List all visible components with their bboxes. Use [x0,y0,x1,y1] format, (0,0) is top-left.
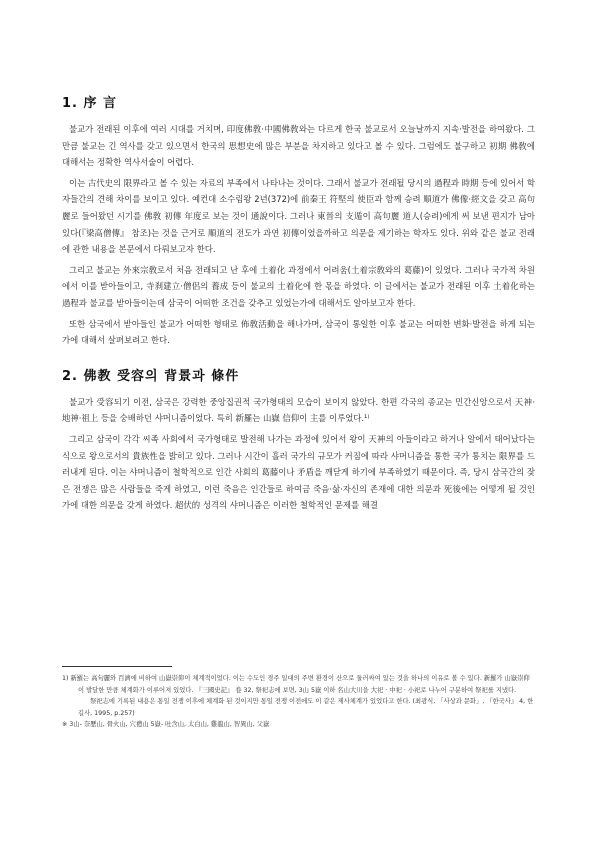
paragraph: 이는 古代史의 限界라고 볼 수 있는 자료의 부족에서 나타나는 것이다. 그래서 불교가 전래될 당시의 過程과 時期 등에 있어서 학자들간의 견해 차이를 보이고 있다. 예컨대 소수림왕 2년(372)에 前秦王 符堅의 使臣과 함께 승려 順道가 佛像·經文을 갖고 高句麗로 들어왔던 시기를 佛敎 初傳 年度로 보는 것이 通說이다. 그러나 東晉의 支遁이 高句麗 道人(승려)에게 써 보낸 편지가 남아 있다(『梁高僧傳』 참조)는 것을 근거로 順道의 전도가 과연 初傳이었을까하고 의문을 제기하는 학자도 있다. 위와 같은 불교 전래에 관한 내용을 본문에서 다뤄보고자 한다. [62,177,535,255]
section-heading-background: 2. 佛教 受容의 背景과 條件 [62,368,240,384]
paragraph: 또한 삼국에서 받아들인 불교가 어떠한 형태로 佈敎活動을 해나가며, 삼국이 통일한 이후 불교는 어떠한 변화·발전을 하게 되는가에 대해서 살펴보려고 한다. [62,318,535,346]
footnote-note: ※ 3山- 奈歷山, 骨火山, 穴禮山 5嶽- 吐含山, 太白山, 雞龍山, 智異山, 父嶽 [62,721,270,729]
paragraph: 그리고 불교는 外來宗敎로서 처음 전래되고 난 후에 土着化 과정에서 어려움(土着宗敎와의 葛藤)이 있었다. 그러나 국가적 차원에서 이를 받아들이고, 寺刹建立·僧侶의 養成 등이 불교의 土着化에 한 몫을 하였다. 이 글에서는 불교가 전래된 이후 土着化하는 過程과 불교를 받아들이는데 삼국이 어떠한 조건을 갖추고 있었는가에 대해서도 알아보고자 한다. [62,264,535,308]
paragraph: 그리고 삼국이 각각 씨족 사회에서 국가형태로 발전해 나가는 과정에 있어서 왕이 天神의 아들이라고 하거나 알에서 태어났다는 식으로 왕으로서의 貴族性을 밝히고 있다. 그러나 시간이 흘러 국가의 규모가 커짐에 따라 샤머니즘을 통한 국가 통치는 限界를 드러내게 된다. 이는 샤머니즘이 철학적으로 인간 사회의 葛藤이나 矛盾을 깨닫게 하기에 부족하였기 때문이다. 즉, 당시 삼국간의 잦은 전쟁은 많은 사람들을 죽게 하였고, 이런 죽음은 인간들로 하여금 죽음·삶·자신의 존재에 대한 의문과 死後에는 어떻게 될 것인가에 대한 의문을 갖게 하였다. 超伏的 성격의 샤머니즘은 이러한 철학적인 문제를 해결 [62,433,535,511]
footnote-1-continued: 祭祀志에 기록된 내용은 통일 전쟁 이후에 체계화 된 것이지만 통일 전쟁 이전에도 이 같은 제사체계가 있었다고 한다. (최광식, 「사상과 문화」, 『한국사』 4, 한길사, 1995, p.257) [78,698,534,717]
section-heading-introduction: 1. 序 言 [62,96,118,111]
main-content [62,86,535,518]
paragraph: 불교가 전래된 이후에 여러 시대를 거치며, 印度佛敎·中國佛敎와는 다르게 한국 불교로서 오늘날까지 지속·발전을 하여왔다. 그 만큼 불교는 긴 역사를 갖고 있으면서 한국의 思想史에 많은 부분을 차지하고 있다고 볼 수 있다. 그럼에도 불구하고 初期 佛敎에 대해서는 정확한 역사서술이 어렵다. [62,124,535,168]
footnote-divider [62,666,172,667]
footnotes [62,666,535,731]
footnote-1: 1) 新羅는 高句麗와 百濟에 비하여 山嶽崇仰이 체계적이었다. 이는 수도인 경주 일대의 주변 환경이 산으로 둘러싸여 있는 것을 하나의 이유로 볼 수 있다. 新羅가 山嶽崇仰이 발달한 만큼 체계화가 이루어져 있었다. 『三國史記』 卷 32, 祭祀志에 보면, 3山 5嶽 이하 名山大川을 大祀 · 中祀 · 小祀로 나누어 구분하여 祭祀를 지냈다. [62,675,530,694]
paragraph: 불교가 受容되기 이전, 삼국은 강력한 중앙집권적 국가형태의 모습이 보이지 않았다. 한편 각국의 종교는 민간신앙으로서 天神·地神·祖上 등을 숭배하던 샤머니즘이었다. 특히 新羅는 山嶽 信仰이 主를 이루었다.¹⁾ [62,396,535,424]
